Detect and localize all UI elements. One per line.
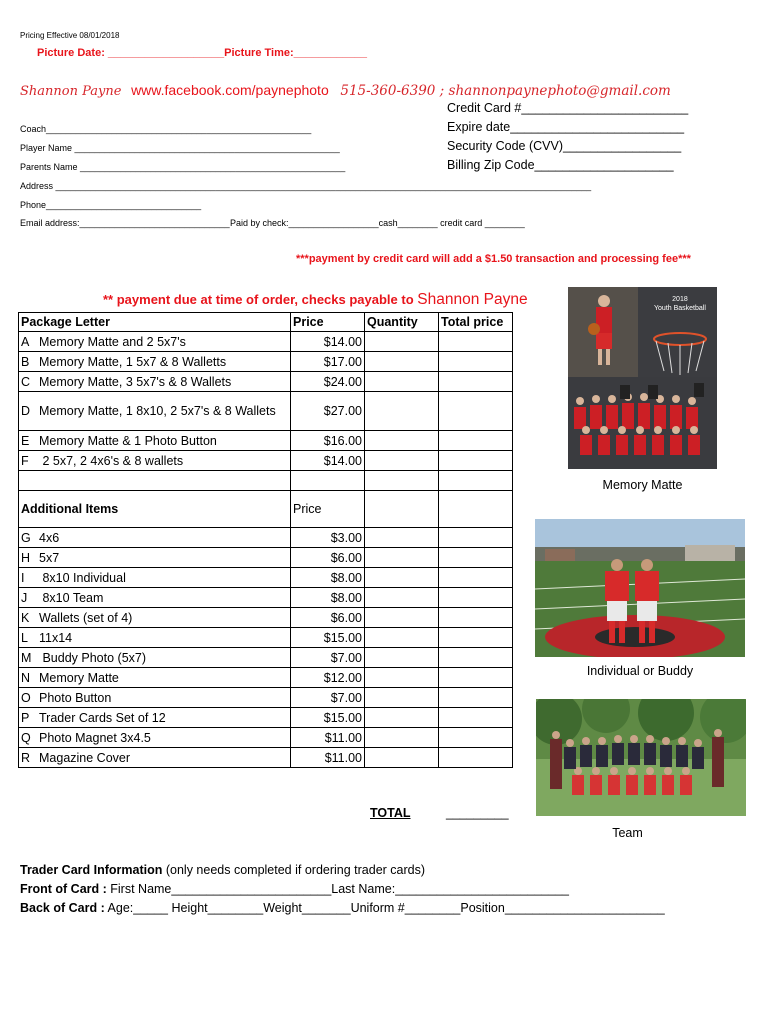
quantity-cell[interactable] (365, 728, 439, 748)
table-row (19, 708, 513, 728)
package-price: $17.00 (291, 352, 365, 372)
col-quantity: Quantity (365, 313, 439, 332)
memory-matte-caption: Memory Matte (602, 478, 683, 492)
item-price: $7.00 (291, 688, 365, 708)
table-row (19, 688, 513, 708)
expire-date-field[interactable]: Expire date_________________________ (447, 120, 685, 134)
package-price: $27.00 (291, 392, 365, 431)
package-price: $24.00 (291, 372, 365, 392)
table-row (19, 372, 513, 392)
item-price: $6.00 (291, 608, 365, 628)
total-cell[interactable] (439, 588, 513, 608)
table-row (19, 528, 513, 548)
quantity-cell[interactable] (365, 528, 439, 548)
player-name-field[interactable]: Player Name _____________________________________________________ (20, 143, 340, 153)
total-cell[interactable] (439, 528, 513, 548)
table-row (19, 548, 513, 568)
individual-buddy-caption: Individual or Buddy (586, 664, 694, 678)
photographer-name: Shannon Payne (20, 84, 122, 99)
table-row-empty (19, 471, 513, 491)
item-price: $15.00 (291, 628, 365, 648)
item-price: $11.00 (291, 748, 365, 768)
package-desc: C Memory Matte, 3 5x7's & 8 Wallets (19, 372, 291, 392)
item-desc: K Wallets (set of 4) (19, 608, 291, 628)
total-cell[interactable] (439, 568, 513, 588)
quantity-cell[interactable] (365, 748, 439, 768)
item-price: $3.00 (291, 528, 365, 548)
trader-card-note: (only needs completed if ordering trader cards) (162, 863, 426, 877)
item-desc: O Photo Button (19, 688, 291, 708)
total-cell[interactable] (439, 748, 513, 768)
football-buddy-image (535, 519, 745, 657)
table-row (19, 352, 513, 372)
item-price: $6.00 (291, 548, 365, 568)
item-price: $8.00 (291, 588, 365, 608)
table-row (19, 451, 513, 471)
quantity-cell[interactable] (365, 708, 439, 728)
back-of-card-fields[interactable]: Age:_____ Height________Weight_______Uniform #________Position_______________________ (104, 901, 665, 915)
total-cell[interactable] (439, 392, 513, 431)
table-row (19, 648, 513, 668)
item-desc: Q Photo Magnet 3x4.5 (19, 728, 291, 748)
total-cell[interactable] (439, 608, 513, 628)
total-cell[interactable] (439, 628, 513, 648)
memory-matte-photo (568, 287, 717, 469)
quantity-cell[interactable] (365, 568, 439, 588)
photographer-contact-line (20, 82, 671, 99)
total-cell[interactable] (439, 688, 513, 708)
table-row (19, 431, 513, 451)
phone-email[interactable]: 515-360-6390 ; shannonpaynephoto@gmail.com (340, 83, 671, 99)
quantity-cell[interactable] (365, 648, 439, 668)
package-desc: E Memory Matte & 1 Photo Button (19, 431, 291, 451)
coach-field[interactable]: Coach_____________________________________________________ (20, 124, 312, 134)
item-desc: I 8x10 Individual (19, 568, 291, 588)
team-photo (536, 699, 746, 816)
payee-name: Shannon Payne (417, 291, 528, 308)
total-cell[interactable] (439, 352, 513, 372)
package-desc: F 2 5x7, 2 4x6's & 8 wallets (19, 451, 291, 471)
quantity-cell[interactable] (365, 628, 439, 648)
quantity-cell[interactable] (365, 668, 439, 688)
item-price: $11.00 (291, 728, 365, 748)
item-desc: R Magazine Cover (19, 748, 291, 768)
item-desc: L 11x14 (19, 628, 291, 648)
total-cell[interactable] (439, 668, 513, 688)
table-header-row (19, 313, 513, 332)
table-row (19, 608, 513, 628)
item-desc: J 8x10 Team (19, 588, 291, 608)
individual-buddy-photo (535, 519, 745, 657)
total-cell[interactable] (439, 451, 513, 471)
quantity-cell[interactable] (365, 688, 439, 708)
package-price: $14.00 (291, 451, 365, 471)
cvv-field[interactable]: Security Code (CVV)_________________ (447, 139, 682, 153)
col-total: Total price (439, 313, 513, 332)
payment-note-text: ** payment due at time of order, checks payable to (103, 292, 418, 307)
table-row (19, 668, 513, 688)
package-price: $14.00 (291, 332, 365, 352)
credit-card-field[interactable]: Credit Card #________________________ (447, 101, 689, 115)
additional-items-header-row (19, 491, 513, 528)
quantity-cell[interactable] (365, 392, 439, 431)
table-row (19, 392, 513, 431)
total-cell[interactable] (439, 708, 513, 728)
basketball-matte-image (568, 287, 717, 469)
payment-method-field[interactable]: Paid by check:__________________cash________ credit card ________ (230, 218, 525, 228)
total-cell[interactable] (439, 728, 513, 748)
total-cell[interactable] (439, 431, 513, 451)
matte-badge-text: 2018 Youth Basketball (654, 296, 706, 312)
additional-items-label: Additional Items (19, 491, 291, 528)
billing-zip-field[interactable]: Billing Zip Code____________________ (447, 158, 674, 172)
front-of-card-fields[interactable]: First Name_______________________Last Name:_________________________ (106, 882, 569, 896)
total-blank[interactable]: _________ (446, 806, 509, 820)
facebook-link[interactable]: www.facebook.com/paynephoto (131, 82, 329, 98)
item-desc: H 5x7 (19, 548, 291, 568)
package-desc: B Memory Matte, 1 5x7 & 8 Walletts (19, 352, 291, 372)
item-price: $8.00 (291, 568, 365, 588)
pricing-effective: Pricing Effective 08/01/2018 (20, 31, 120, 40)
package-desc: A Memory Matte and 2 5x7's (19, 332, 291, 352)
quantity-cell[interactable] (365, 588, 439, 608)
credit-fee-note: ***payment by credit card will add a $1.50 transaction and processing fee*** (296, 253, 691, 265)
item-price: $15.00 (291, 708, 365, 728)
col-package-letter: Package Letter (19, 313, 291, 332)
item-desc: G 4x6 (19, 528, 291, 548)
back-of-card-line[interactable] (20, 901, 665, 915)
table-row (19, 568, 513, 588)
trader-card-title-line (20, 863, 425, 877)
total-cell[interactable] (439, 648, 513, 668)
quantity-cell[interactable] (365, 332, 439, 352)
quantity-cell[interactable] (365, 451, 439, 471)
quantity-cell[interactable] (365, 431, 439, 451)
additional-price-label: Price (291, 491, 365, 528)
item-desc: P Trader Cards Set of 12 (19, 708, 291, 728)
col-price: Price (291, 313, 365, 332)
table-row (19, 748, 513, 768)
email-field[interactable]: Email address:______________________________ (20, 218, 230, 228)
item-desc: N Memory Matte (19, 668, 291, 688)
team-caption: Team (612, 826, 643, 840)
table-row (19, 728, 513, 748)
back-of-card-label: Back of Card : (20, 901, 105, 915)
total-label: TOTAL (370, 806, 411, 820)
package-desc: D Memory Matte, 1 8x10, 2 5x7's & 8 Wallets (19, 392, 291, 431)
trader-card-title: Trader Card Information (20, 863, 163, 877)
front-of-card-line[interactable] (20, 882, 569, 896)
payment-due-note (103, 291, 528, 309)
total-cell[interactable] (439, 332, 513, 352)
pricing-table (18, 312, 513, 768)
picture-date-time-line[interactable]: Picture Date: ___________________Picture Time:____________ (37, 47, 368, 59)
front-of-card-label: Front of Card : (20, 882, 107, 896)
table-row (19, 332, 513, 352)
quantity-cell[interactable] (365, 608, 439, 628)
item-price: $12.00 (291, 668, 365, 688)
quantity-cell[interactable] (365, 372, 439, 392)
total-cell[interactable] (439, 548, 513, 568)
phone-field[interactable]: Phone_______________________________ (20, 200, 202, 210)
address-field[interactable]: Address ___________________________________________________________________________________________________________ (20, 181, 592, 191)
quantity-cell[interactable] (365, 548, 439, 568)
team-group-image (536, 699, 746, 816)
package-price: $16.00 (291, 431, 365, 451)
table-row (19, 628, 513, 648)
parents-name-field[interactable]: Parents Name _____________________________________________________ (20, 162, 346, 172)
table-row (19, 588, 513, 608)
quantity-cell[interactable] (365, 352, 439, 372)
item-price: $7.00 (291, 648, 365, 668)
item-desc: M Buddy Photo (5x7) (19, 648, 291, 668)
total-cell[interactable] (439, 372, 513, 392)
